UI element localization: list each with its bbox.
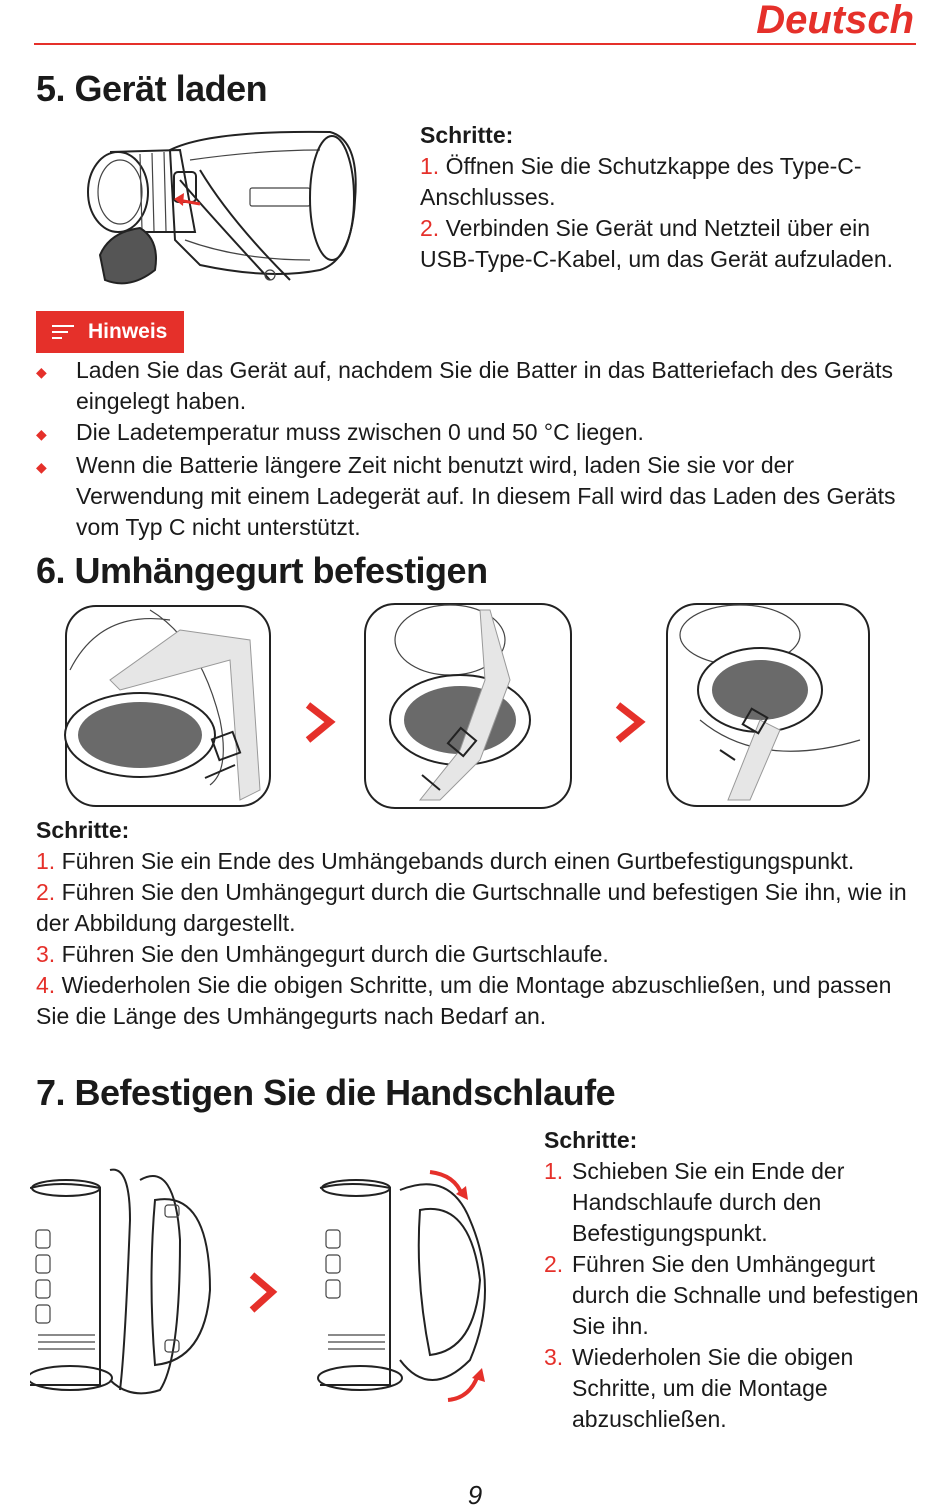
step-item bbox=[36, 970, 916, 1032]
hand-strap-step-2-image bbox=[318, 1172, 485, 1400]
hand-strap-illustration bbox=[30, 1160, 520, 1410]
step-item bbox=[36, 877, 916, 939]
section-5-title: 5. Gerät laden bbox=[36, 68, 268, 109]
steps-heading: Schritte: bbox=[544, 1127, 638, 1153]
step-text: Führen Sie den Umhängegurt durch die Gurtschlaufe. bbox=[61, 941, 609, 967]
language-label: Deutsch bbox=[756, 0, 914, 42]
step-text: Führen Sie den Umhängegurt durch die Gurtschnalle und befestigen Sie ihn, wie in der Abbildung dargestellt. bbox=[36, 879, 907, 936]
page-number: 9 bbox=[467, 1480, 483, 1510]
note-item bbox=[36, 450, 916, 543]
note-text: Wenn die Batterie längere Zeit nicht benutzt wird, laden Sie sie vor der Verwendung mit einem Ladegerät auf. In diesem Fall wird das Laden des Geräts vom Typ C nicht unterstützt. bbox=[76, 452, 896, 540]
step-text: Verbinden Sie Gerät und Netzteil über ein USB-Type-C-Kabel, um das Gerät aufzuladen. bbox=[420, 215, 894, 272]
step-number: 2. bbox=[420, 215, 440, 241]
step-item bbox=[36, 939, 916, 970]
step-item bbox=[420, 213, 920, 275]
section-7-title: 7. Befestigen Sie die Handschlaufe bbox=[36, 1072, 616, 1113]
section-6-steps bbox=[36, 815, 916, 1032]
diamond-bullet-icon: ◆ bbox=[36, 364, 47, 380]
step-item bbox=[420, 151, 920, 213]
strap-attachment-illustration bbox=[60, 600, 880, 815]
step-number: 1. bbox=[36, 848, 56, 874]
step-item bbox=[544, 1342, 924, 1435]
section-6-title: 6. Umhängegurt befestigen bbox=[36, 550, 488, 591]
steps-heading: Schritte: bbox=[36, 817, 130, 843]
section-5-steps bbox=[420, 120, 920, 275]
step-number: 3. bbox=[544, 1344, 564, 1370]
step-text: Wiederholen Sie die obigen Schritte, um die Montage abzuschließen, und passen Sie die Länge des Umhängegurts nach Bedarf an. bbox=[36, 972, 892, 1029]
step-text: Führen Sie den Umhängegurt durch die Schnalle und befestigen Sie ihn. bbox=[572, 1251, 919, 1339]
step-number: 1. bbox=[420, 153, 440, 179]
step-text: Wiederholen Sie die obigen Schritte, um die Montage abzuschließen. bbox=[572, 1344, 854, 1432]
step-number: 2. bbox=[544, 1251, 564, 1277]
note-item bbox=[36, 355, 916, 417]
note-badge bbox=[36, 311, 184, 353]
diamond-bullet-icon: ◆ bbox=[36, 459, 47, 475]
step-number: 2. bbox=[36, 879, 56, 905]
step-text: Schieben Sie ein Ende der Handschlaufe durch den Befestigungspunkt. bbox=[572, 1158, 845, 1246]
strap-step-3-image bbox=[667, 604, 869, 806]
steps-heading: Schritte: bbox=[420, 122, 514, 148]
note-list bbox=[36, 355, 916, 543]
step-number: 1. bbox=[544, 1158, 564, 1184]
header-rule bbox=[34, 43, 916, 45]
diamond-bullet-icon: ◆ bbox=[36, 426, 47, 442]
step-item bbox=[544, 1249, 924, 1342]
step-number: 4. bbox=[36, 972, 56, 998]
strap-step-2-image bbox=[365, 604, 571, 808]
step-item bbox=[36, 846, 916, 877]
step-number: 3. bbox=[36, 941, 56, 967]
menu-lines-icon bbox=[52, 321, 74, 343]
note-label: Hinweis bbox=[88, 320, 168, 343]
note-text: Die Ladetemperatur muss zwischen 0 und 50 °C liegen. bbox=[76, 419, 644, 445]
note-item bbox=[36, 417, 916, 450]
step-text: Führen Sie ein Ende des Umhängebands durch einen Gurtbefestigungspunkt. bbox=[61, 848, 855, 874]
device-charging-illustration bbox=[70, 120, 370, 295]
step-text: Öffnen Sie die Schutzkappe des Type-C-Anschlusses. bbox=[420, 153, 862, 210]
section-7-steps bbox=[544, 1125, 924, 1435]
hand-strap-step-1-image bbox=[30, 1170, 210, 1394]
step-item bbox=[544, 1156, 924, 1249]
note-text: Laden Sie das Gerät auf, nachdem Sie die Batter in das Batteriefach des Geräts eingelegt haben. bbox=[76, 357, 893, 414]
strap-step-1-image bbox=[65, 606, 270, 806]
